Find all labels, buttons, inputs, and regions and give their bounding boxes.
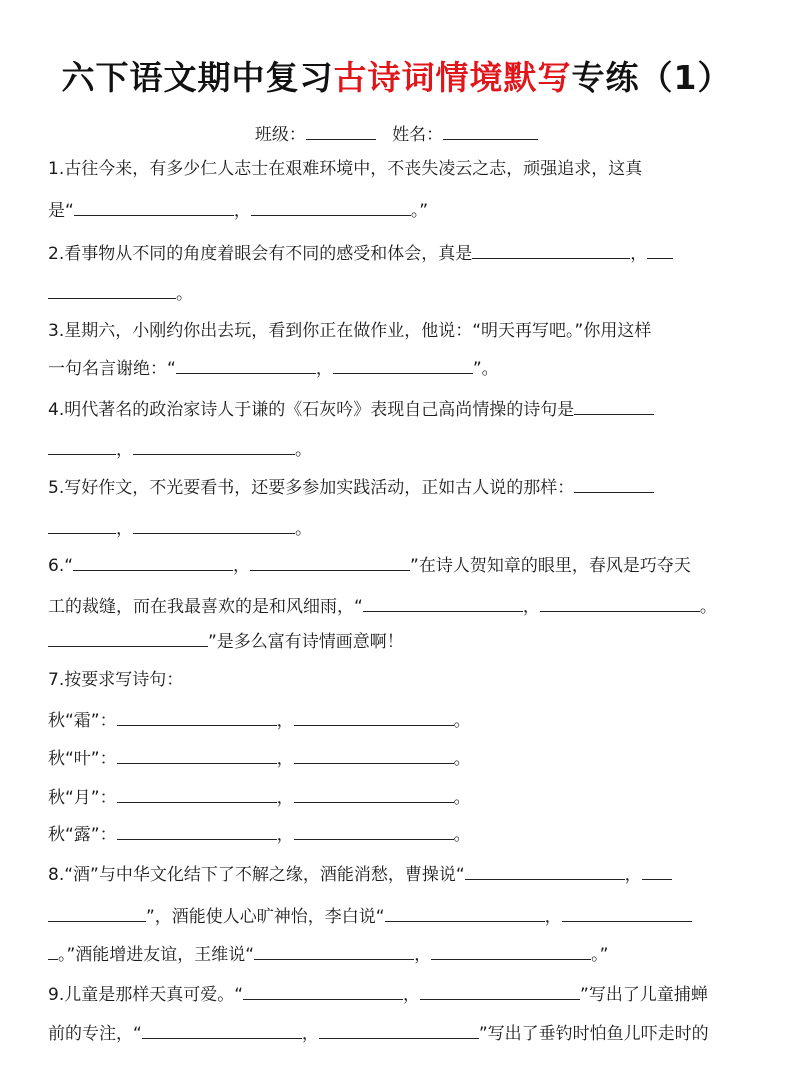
class-blank[interactable] bbox=[306, 122, 376, 140]
q8-text-2: ”，酒能使人心旷神怡，李白说“ bbox=[146, 907, 385, 927]
q2-blank-2a[interactable] bbox=[647, 241, 673, 259]
q5-blank-1a[interactable] bbox=[574, 475, 654, 493]
q6-prefix: 6.“ bbox=[48, 556, 74, 576]
class-label: 班级： bbox=[254, 125, 306, 145]
q3-line1 bbox=[48, 320, 651, 342]
q9-text-4: ”写出了垂钓时怕鱼儿吓走时的 bbox=[478, 1024, 709, 1044]
q7-leaf-period: 。 bbox=[453, 749, 471, 769]
q6-text-3: ”是多么富有诗情画意啊！ bbox=[208, 632, 404, 652]
page-title bbox=[0, 52, 793, 99]
q3-end: ”。 bbox=[472, 359, 499, 379]
q6-line3 bbox=[48, 629, 404, 653]
q3-blank-2[interactable] bbox=[333, 356, 473, 374]
q8-blank-4a[interactable] bbox=[562, 904, 692, 922]
q6-text-1: ”在诗人贺知章的眼里，春风是巧夺天 bbox=[410, 556, 691, 576]
q7-moon-line bbox=[48, 785, 471, 809]
q7-dew-period: 。 bbox=[453, 825, 471, 845]
q4-line2 bbox=[48, 437, 312, 461]
q8-blank-4b[interactable] bbox=[48, 942, 58, 960]
q4-blank-2[interactable] bbox=[133, 437, 295, 455]
q5-line2 bbox=[48, 516, 312, 540]
q8-text-1: 8.“酒”与中华文化结下了不解之缘，酒能消愁，曹操说“ bbox=[48, 865, 465, 885]
q7-text: 7.按要求写诗句： bbox=[48, 670, 184, 690]
q2-line2 bbox=[48, 281, 193, 305]
q1-text: 1.古往今来，有多少仁人志士在艰难环境中，不丧失凌云之志，顽强追求，这真 bbox=[48, 159, 643, 179]
title-part3: 专练（1） bbox=[571, 58, 732, 97]
q6-text-2: 工的裁缝，而在我最喜欢的是和风细雨，“ bbox=[48, 597, 363, 617]
q9-comma-2: ， bbox=[301, 1024, 319, 1044]
q2-comma: ， bbox=[630, 244, 648, 264]
q6-blank-2[interactable] bbox=[250, 553, 410, 571]
q6-blank-1[interactable] bbox=[73, 553, 233, 571]
q4-blank-1a[interactable] bbox=[574, 397, 654, 415]
q8-blank-1[interactable] bbox=[465, 862, 625, 880]
title-part1: 六下语文期中复习 bbox=[61, 58, 334, 97]
q7-moon-blank-2[interactable] bbox=[294, 785, 454, 803]
q9-blank-2[interactable] bbox=[420, 982, 580, 1000]
q7-frost-comma: ， bbox=[276, 711, 294, 731]
q1-prefix: 是“ bbox=[48, 201, 74, 221]
q7-frost-blank-2[interactable] bbox=[294, 708, 454, 726]
name-label: 姓名： bbox=[392, 125, 444, 145]
q8-comma-3: ， bbox=[414, 945, 432, 965]
q6-blank-3[interactable] bbox=[363, 594, 523, 612]
q5-line1 bbox=[48, 475, 654, 499]
q6-line1 bbox=[48, 553, 691, 577]
q9-line2 bbox=[48, 1021, 709, 1045]
q7-dew-blank-1[interactable] bbox=[117, 822, 277, 840]
q6-line2 bbox=[48, 594, 717, 618]
q7-moon-label: 秋“月”： bbox=[48, 788, 117, 808]
q9-comma-1: ， bbox=[403, 985, 421, 1005]
q4-text: 4.明代著名的政治家诗人于谦的《石灰吟》表现自己高尚情操的诗句是 bbox=[48, 400, 575, 420]
q8-comma-2: ， bbox=[544, 907, 562, 927]
q7-frost-line bbox=[48, 708, 471, 732]
name-blank[interactable] bbox=[443, 122, 538, 140]
q2-blank-2b[interactable] bbox=[48, 281, 176, 299]
q4-end: 。 bbox=[295, 440, 312, 460]
q9-text-2: ”写出了儿童捕蝉 bbox=[580, 985, 708, 1005]
q7-dew-comma: ， bbox=[276, 825, 294, 845]
q7-moon-period: 。 bbox=[453, 788, 471, 808]
q2-text: 2.看事物从不同的角度着眼会有不同的感受和体会，真是 bbox=[48, 244, 473, 264]
q1-end: 。” bbox=[410, 201, 429, 221]
q2-blank-1[interactable] bbox=[472, 241, 630, 259]
q8-line1 bbox=[48, 862, 672, 886]
q5-comma: ， bbox=[116, 519, 133, 539]
q2-line1 bbox=[48, 241, 673, 265]
q2-end: 。 bbox=[176, 284, 193, 304]
q9-blank-4[interactable] bbox=[319, 1021, 479, 1039]
q7-leaf-blank-1[interactable] bbox=[117, 746, 277, 764]
q5-blank-1b[interactable] bbox=[48, 516, 116, 534]
q9-line1 bbox=[48, 982, 708, 1006]
q7-dew-line bbox=[48, 822, 471, 846]
q9-blank-1[interactable] bbox=[243, 982, 403, 1000]
q7-title bbox=[48, 669, 183, 691]
q7-dew-label: 秋“露”： bbox=[48, 825, 117, 845]
q7-moon-comma: ， bbox=[276, 788, 294, 808]
q1-line2 bbox=[48, 198, 428, 222]
class-name-line bbox=[0, 120, 793, 145]
q7-leaf-comma: ， bbox=[276, 749, 294, 769]
q8-blank-6[interactable] bbox=[431, 942, 591, 960]
q1-blank-2[interactable] bbox=[251, 198, 411, 216]
q5-end: 。 bbox=[295, 519, 312, 539]
q8-comma-1: ， bbox=[624, 865, 642, 885]
q5-blank-2[interactable] bbox=[133, 516, 295, 534]
q1-blank-1[interactable] bbox=[74, 198, 234, 216]
q6-blank-5[interactable] bbox=[48, 629, 208, 647]
q7-leaf-line bbox=[48, 746, 471, 770]
q7-frost-period: 。 bbox=[453, 711, 471, 731]
q9-text-1: 9.儿童是那样天真可爱。“ bbox=[48, 985, 244, 1005]
q7-moon-blank-1[interactable] bbox=[117, 785, 277, 803]
q1-line1 bbox=[48, 158, 642, 180]
q6-comma-2: ， bbox=[522, 597, 540, 617]
q7-leaf-label: 秋“叶”： bbox=[48, 749, 117, 769]
title-highlight: 古诗词情境默写 bbox=[333, 58, 572, 97]
q8-blank-2b[interactable] bbox=[48, 904, 146, 922]
q7-frost-blank-1[interactable] bbox=[117, 708, 277, 726]
q9-blank-3[interactable] bbox=[142, 1021, 302, 1039]
q3-prefix: 一句名言谢绝：“ bbox=[48, 359, 176, 379]
q3-blank-1[interactable] bbox=[176, 356, 316, 374]
q4-line1 bbox=[48, 397, 654, 421]
q9-text-3: 前的专注，“ bbox=[48, 1024, 142, 1044]
q4-blank-1b[interactable] bbox=[48, 437, 116, 455]
q8-line2 bbox=[48, 904, 692, 928]
q8-blank-2a[interactable] bbox=[642, 862, 672, 880]
q5-text: 5.写好作文，不光要看书，还要多参加实践活动，正如古人说的那样： bbox=[48, 478, 575, 498]
q6-blank-4[interactable] bbox=[540, 594, 700, 612]
q3-comma: ， bbox=[315, 359, 333, 379]
q8-line3 bbox=[48, 942, 608, 966]
q8-blank-5[interactable] bbox=[254, 942, 414, 960]
q6-comma-1: ， bbox=[233, 556, 251, 576]
q8-text-3: 。”酒能增进友谊，王维说“ bbox=[58, 945, 255, 965]
q8-end: 。” bbox=[591, 945, 609, 965]
q4-comma: ， bbox=[116, 440, 133, 460]
q7-dew-blank-2[interactable] bbox=[294, 822, 454, 840]
q7-leaf-blank-2[interactable] bbox=[294, 746, 454, 764]
q1-comma: ， bbox=[233, 201, 251, 221]
q3-line2 bbox=[48, 356, 499, 380]
q3-text: 3.星期六，小刚约你出去玩，看到你正在做作业，他说：“明天再写吧。”你用这样 bbox=[48, 321, 652, 341]
q8-blank-3[interactable] bbox=[385, 904, 545, 922]
q6-period: 。 bbox=[699, 597, 717, 617]
q7-frost-label: 秋“霜”： bbox=[48, 711, 117, 731]
